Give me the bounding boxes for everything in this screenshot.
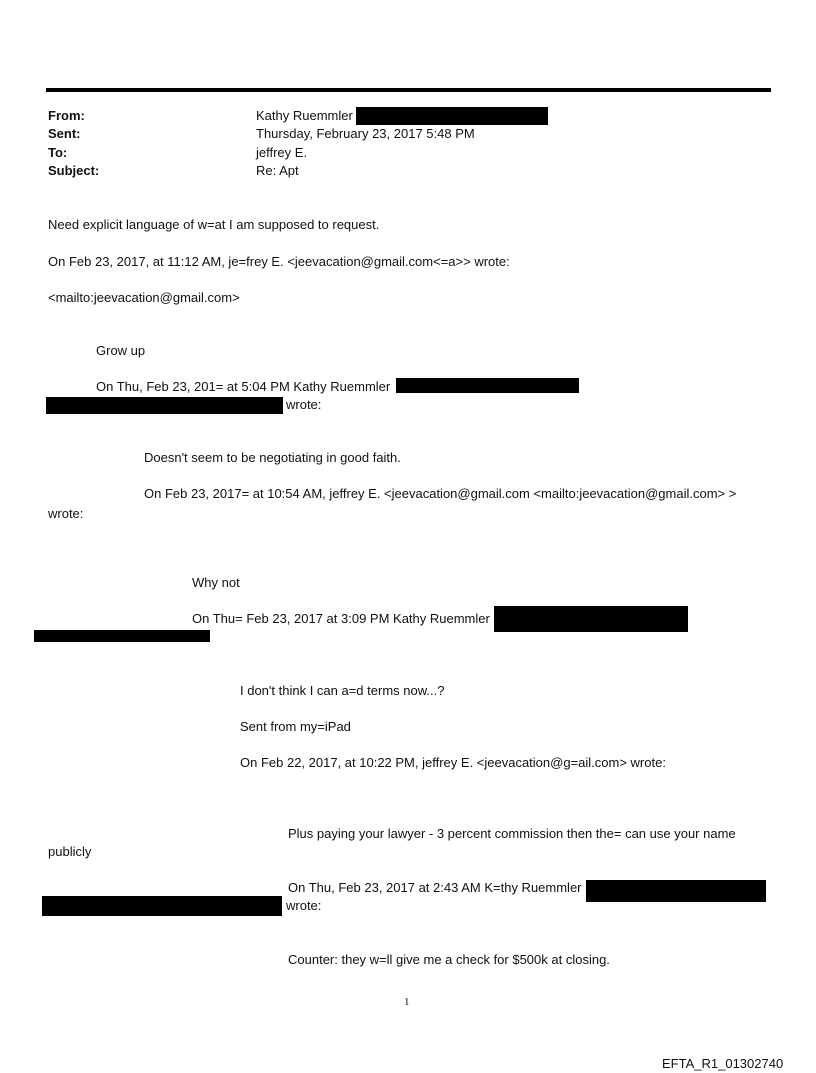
redaction-box: [586, 880, 766, 902]
body-line: I don't think I can a=d terms now...?: [240, 683, 445, 698]
body-line: Why not: [192, 575, 240, 590]
subject-label: Subject:: [48, 163, 100, 178]
quote-header: On Feb 23, 2017= at 10:54 AM, jeffrey E. <jeevacation@gmail.com <mailto:jeevacation@gmail.com> >: [144, 486, 737, 501]
body-line: Sent from my=iPad: [240, 719, 351, 734]
body-line: Plus paying your lawyer - 3 percent commission then the= can use your name: [288, 826, 736, 841]
quote-wrote: wrote:: [48, 506, 84, 521]
mailto-line: <mailto:jeevacation@gmail.com>: [48, 290, 240, 305]
sent-value: Thursday, February 23, 2017 5:48 PM: [256, 126, 475, 141]
redaction-box: [46, 397, 283, 414]
quote-header: On Thu, Feb 23, 201= at 5:04 PM Kathy Ruemmler: [96, 379, 391, 394]
subject-value: Re: Apt: [256, 163, 299, 178]
body-line: Need explicit language of w=at I am supposed to request.: [48, 217, 380, 232]
redaction-box: [34, 630, 210, 642]
quote-wrote: wrote:: [286, 397, 322, 412]
body-line: Doesn't seem to be negotiating in good faith.: [144, 450, 401, 465]
sent-label: Sent:: [48, 126, 81, 141]
body-line: Grow up: [96, 343, 146, 358]
quote-wrote: wrote:: [286, 898, 322, 913]
page-number: 1: [404, 996, 410, 1008]
redaction-box: [396, 378, 579, 393]
from-label: From:: [48, 108, 85, 123]
bates-number: EFTA_R1_01302740: [662, 1056, 784, 1071]
redaction-box: [42, 896, 282, 916]
quote-header: On Thu, Feb 23, 2017 at 2:43 AM K=thy Ruemmler: [288, 880, 582, 895]
quote-header: On Feb 23, 2017, at 11:12 AM, je=frey E. <jeevacation@gmail.com<=a>> wrote:: [48, 254, 510, 269]
to-value: jeffrey E.: [256, 145, 308, 160]
redaction-box: [356, 107, 548, 125]
body-line: publicly: [48, 844, 92, 859]
to-label: To:: [48, 145, 68, 160]
from-value: Kathy Ruemmler: [256, 108, 353, 123]
quote-header: On Feb 22, 2017, at 10:22 PM, jeffrey E. <jeevacation@g=ail.com> wrote:: [240, 755, 666, 770]
redaction-box: [494, 606, 688, 632]
header-rule: [46, 88, 771, 92]
quote-header: On Thu= Feb 23, 2017 at 3:09 PM Kathy Ruemmler: [192, 611, 490, 626]
body-line: Counter: they w=ll give me a check for $500k at closing.: [288, 952, 610, 967]
